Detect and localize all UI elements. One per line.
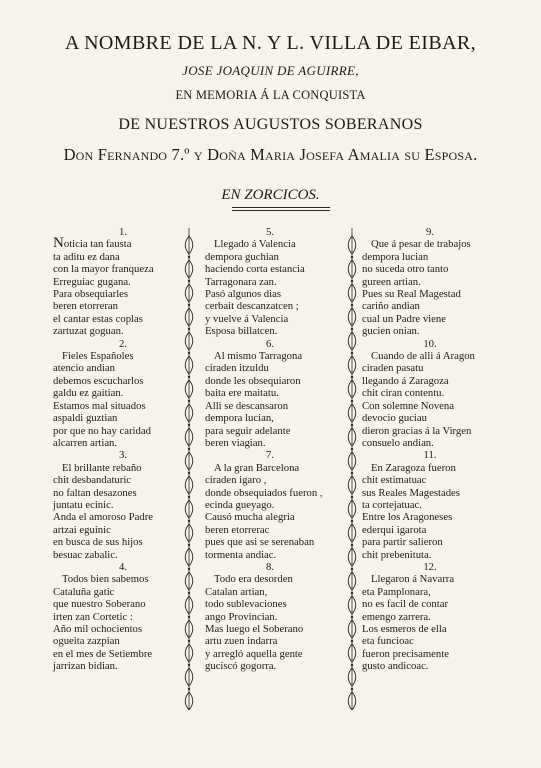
- column-divider-ornament: [182, 228, 196, 710]
- verse-line: Cuando de alli á Aragon: [371, 350, 475, 363]
- verse-line: tormenta andiac.: [205, 548, 277, 561]
- verse-line: todo sublevaciones: [205, 598, 287, 611]
- verse-line: dempora lucian,: [205, 412, 274, 425]
- verse-line: beren viagian.: [205, 436, 266, 449]
- verse-line: con la mayor franqueza: [53, 263, 154, 276]
- verse-line: sus Reales Magestades: [362, 486, 460, 499]
- verse-line: Año mil ochocientos: [53, 623, 143, 635]
- verse-line: alcarren artian.: [53, 436, 118, 449]
- verse-line: cerbait descanzatcen ;: [205, 300, 299, 313]
- poem-column-2: [204, 226, 336, 673]
- verse-line: irten zan Cortetic :: [53, 610, 133, 623]
- verse-line: Fieles Españoles: [62, 350, 134, 363]
- verse-line: el cantar estas coplas: [53, 312, 143, 325]
- verse-line: Que á pesar de trabajos: [371, 238, 471, 251]
- verse-line: zartuzat goguan.: [53, 325, 124, 338]
- verse-line: ecinda gueyago.: [205, 498, 275, 511]
- verse-line: baita ere maitatu.: [205, 387, 279, 400]
- verse-line: emengo zarrera.: [362, 610, 431, 623]
- verse-line: en busca de sus hijos: [53, 536, 143, 549]
- verse-line: galdu ez gaitian.: [53, 387, 124, 400]
- verse-line: no suceda otro tanto: [362, 263, 449, 276]
- verse-line: fueron precisamente: [362, 647, 449, 660]
- verse-line: cariño andian: [362, 300, 420, 313]
- verse-line: chit ciran contentu.: [362, 387, 445, 400]
- verse-line: Esposa billatcen.: [205, 325, 278, 338]
- header-line-5: Don Fernando 7.º y Doña Maria Josefa Amalia su Esposa.: [63, 145, 478, 164]
- stanza-number: 1.: [118, 226, 127, 238]
- verse-line: ango Provincian.: [205, 610, 278, 623]
- verse-line: chit desbandaturic: [53, 474, 132, 487]
- verse-line: consuelo andian.: [362, 436, 434, 449]
- stanza-number: 7.: [265, 449, 274, 462]
- verse-line: ederqui igarota: [362, 523, 427, 536]
- verse-line: pues que asi se serenaban: [205, 536, 315, 549]
- verse-line: Llegaron á Navarra: [371, 573, 455, 586]
- verse-line: eta funcioac: [362, 635, 414, 648]
- verse-line: por que no hay caridad: [53, 424, 151, 437]
- verse-line: llegando á Zaragoza: [362, 374, 449, 387]
- verse-line: aspaldi guztian: [53, 412, 118, 425]
- verse-line: chit estimatuac: [362, 474, 427, 487]
- verse-line: Al mismo Tarragona: [214, 350, 303, 363]
- verse-line: Estamos mal situados: [53, 399, 146, 412]
- header-line-4: DE NUESTROS AUGUSTOS SOBERANOS: [118, 116, 423, 133]
- verse-line: chit prebenituta.: [362, 548, 432, 561]
- verse-line: Mas luego el Soberano: [205, 623, 304, 635]
- verse-line: Alli se descansaron: [205, 399, 289, 412]
- verse-line: gureen artian.: [362, 275, 421, 288]
- verse-line: Noticia tan fausta: [53, 235, 132, 252]
- stanza-number: 9.: [425, 226, 434, 238]
- verse-line: ogueita zazpian: [53, 635, 120, 648]
- section-subtitle: EN ZORCICOS.: [221, 187, 320, 203]
- stanza-number: 5.: [265, 226, 274, 238]
- verse-line: Llegado á Valencia: [214, 238, 296, 251]
- verse-line: Con solemne Novena: [362, 399, 455, 412]
- verse-line: Todos bien sabemos: [62, 573, 149, 586]
- verse-line: cual un Padre viene: [362, 312, 446, 325]
- header-line-3: EN MEMORIA Á LA CONQUISTA: [175, 88, 366, 102]
- verse-line: artu zuen indarra: [205, 635, 278, 648]
- verse-line: Anda el amoroso Padre: [53, 511, 154, 524]
- verse-line: El brillante rebaño: [62, 461, 142, 474]
- stanza-number: 8.: [265, 560, 274, 573]
- verse-line: que nuestro Soberano: [53, 598, 146, 611]
- verse-line: ta cortejatuac.: [362, 498, 422, 511]
- verse-line: dempora lucian: [362, 250, 429, 263]
- verse-line: Causó mucha alegria: [205, 511, 295, 524]
- verse-line: guciscó gogorra.: [205, 660, 277, 673]
- verse-line: En Zaragoza fueron: [371, 461, 456, 474]
- verse-line: beren etorreran: [53, 300, 118, 313]
- stanza-number: 6.: [265, 337, 274, 350]
- stanza-number: 4.: [118, 560, 127, 573]
- verse-line: Pues su Real Magestad: [362, 288, 461, 301]
- verse-line: haciendo corta estancia: [205, 263, 305, 276]
- stanza-number: 10.: [423, 337, 437, 350]
- verse-line: Cataluña gatic: [53, 585, 115, 598]
- verse-line: donde les obsequiaron: [205, 374, 301, 387]
- stanza-number: 2.: [118, 337, 127, 350]
- verse-line: Entre los Aragoneses: [362, 511, 453, 524]
- verse-line: donde obsequiados fueron ,: [205, 486, 323, 499]
- poem-column-1: [52, 226, 194, 673]
- verse-line: devocio guciau: [362, 412, 427, 425]
- verse-line: Pasó algunos dias: [205, 288, 281, 301]
- verse-line: eta Pamplonara,: [362, 585, 431, 598]
- drop-cap: N: [53, 235, 64, 252]
- verse-line: debemos escucharlos: [53, 374, 144, 387]
- verse-line: Los esmeros de ella: [362, 623, 447, 635]
- verse-line: gucien onian.: [362, 325, 420, 338]
- verse-line: gusto andicoac.: [362, 660, 429, 673]
- verse-line: en el mes de Setiembre: [53, 647, 153, 660]
- verse-line: Erreguiac gugana.: [53, 275, 131, 288]
- verse-line: jarrizan bidian.: [53, 660, 118, 673]
- verse-line: ciraden igaro ,: [205, 474, 267, 487]
- verse-line: para seguir adelante: [205, 424, 291, 437]
- verse-line: atencio andian: [53, 362, 116, 375]
- verse-line: juntatu ecinic.: [53, 498, 114, 511]
- verse-line: Para obsequiarles: [53, 288, 129, 301]
- verse-line: artzai eguinic: [53, 523, 111, 536]
- verse-line: dempora guchian: [205, 250, 279, 263]
- verse-line: Todo era desorden: [214, 573, 293, 586]
- verse-line: ciraden itzuldu: [205, 362, 269, 375]
- verse-line: no faltan desazones: [53, 486, 137, 499]
- verse-line: ciraden pasatu: [362, 362, 424, 375]
- stanza-number: 11.: [423, 449, 437, 462]
- stanza-number: 12.: [423, 560, 437, 573]
- verse-line: A la gran Barcelona: [214, 461, 300, 474]
- header-line-1: A NOMBRE DE LA N. Y L. VILLA DE EIBAR,: [64, 32, 477, 54]
- header-line-2: JOSE JOAQUIN DE AGUIRRE,: [182, 63, 359, 78]
- column-divider-ornament: [345, 228, 359, 710]
- poem-column-3: [361, 226, 499, 673]
- verse-line: para partir salieron: [362, 536, 443, 549]
- verse-line: beren etorrerac: [205, 523, 270, 536]
- verse-line: Tarragonara zan.: [205, 275, 277, 288]
- verse-line: ta aditu ez dana: [53, 250, 120, 263]
- subtitle-rule: [232, 210, 330, 211]
- subtitle-rule: [232, 207, 330, 208]
- verse-line: dieron gracias á la Virgen: [362, 424, 472, 437]
- verse-line: no es facil de contar: [362, 598, 449, 611]
- stanza-number: 3.: [118, 449, 127, 462]
- verse-line: y vuelve á Valencia: [205, 312, 289, 325]
- verse-line: besuac zabalic.: [53, 548, 118, 561]
- verse-line: Catalan artian,: [205, 585, 268, 598]
- verse-line: y arregló aquella gente: [205, 647, 303, 660]
